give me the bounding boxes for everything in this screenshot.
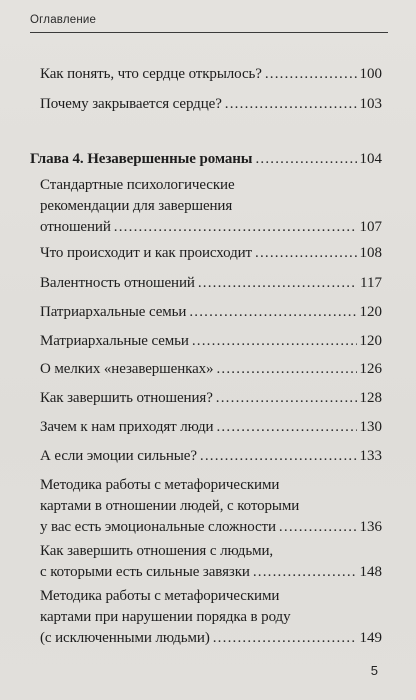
toc-entry-page: 136 [359,519,382,535]
toc-entry-row [40,517,382,538]
toc-entry [0,388,416,409]
toc-leader-dots [216,388,357,409]
toc-entry-page: 103 [359,96,382,112]
toc-entry [0,243,416,264]
toc-entry [0,64,416,85]
toc-entry [0,541,416,583]
toc-chapter-entry [0,149,416,170]
toc-entry-title: Патриархальные семьи [40,304,187,320]
toc-entry-title: отношений [40,219,111,235]
toc-entry-row [40,302,382,323]
toc-entry-title: Матриархальные семьи [40,333,189,349]
toc-entry [0,94,416,115]
toc-leader-dots [216,359,356,380]
toc-entry-row [40,331,382,352]
toc-entry-row [40,388,382,409]
toc-leader-dots [200,446,357,467]
toc-leader-dots [253,562,357,583]
toc-entry-title: Как завершить отношения? [40,390,213,406]
running-header: Оглавление [30,14,97,26]
toc-entry-title: Валентность отношений [40,275,195,291]
toc-entry-page: 120 [359,304,382,320]
toc-leader-dots [216,417,356,438]
toc-entry-page: 148 [359,564,382,580]
toc-entry-line: Стандартные психологические [40,177,235,193]
toc-entry-title: у вас есть эмоциональные сложности [40,519,276,535]
toc-entry-line: картами при нарушении порядка в роду [40,609,291,625]
toc-entry-row [40,562,382,583]
toc-entry-row [40,217,382,238]
toc-entry-title: с которыми есть сильные завязки [40,564,250,580]
toc-entry-page: 100 [359,66,382,82]
toc-entry-page: 107 [359,219,382,235]
toc-leader-dots [114,217,357,238]
toc-leader-dots [255,149,356,170]
toc-entry-title: Зачем к нам приходят люди [40,419,214,435]
toc-chapter-title: Глава 4. Незавершенные романы [30,151,253,167]
toc-entry-page: 117 [360,275,382,291]
toc-entry-line: Методика работы с метафорическими [40,477,280,493]
toc-entry [0,417,416,438]
toc-entry-row [40,243,382,264]
toc-entry-line: Методика работы с метафорическими [40,588,280,604]
page-number: 5 [370,663,378,678]
toc-leader-dots [189,302,356,323]
toc-entry-title: Как понять, что сердце открылось? [40,66,262,82]
toc-leader-dots [265,64,357,85]
toc-entry-row [40,628,382,649]
toc-entry [0,273,416,294]
toc-leader-dots [213,628,357,649]
toc-entry [0,586,416,649]
toc-entry-page: 108 [359,245,382,261]
toc-entry [0,475,416,538]
toc-entry-line: рекомендации для завершения [40,198,233,214]
toc-entry [0,331,416,352]
toc-leader-dots [255,243,357,264]
toc-entry-page: 126 [359,361,382,377]
toc-entry-title: О мелких «незавершенках» [40,361,214,377]
toc-entry-title: Что происходит и как происходит [40,245,252,261]
toc-entry [0,302,416,323]
toc-entry-row [40,94,382,115]
toc-entry [0,446,416,467]
toc-entry-row [40,359,382,380]
toc-entry-row [40,64,382,85]
toc-entry-row [40,446,382,467]
toc-leader-dots [192,331,357,352]
toc-entry [0,175,416,238]
toc-entry-page: 128 [359,390,382,406]
toc-entry-title: А если эмоции сильные? [40,448,197,464]
toc-leader-dots [279,517,357,538]
toc-entry-page: 133 [359,448,382,464]
toc-entry [0,359,416,380]
toc-entry-page: 104 [359,151,382,167]
toc-entry-page: 149 [359,630,382,646]
toc-leader-dots [198,273,357,294]
toc-entry-line: Как завершить отношения с людьми, [40,543,274,559]
toc-entry-page: 130 [359,419,382,435]
toc-entry-title: (с исключенными людьми) [40,630,210,646]
toc-entry-title: Почему закрывается сердце? [40,96,222,112]
toc-entry-line: картами в отношении людей, с которыми [40,498,300,514]
header-rule [30,32,388,33]
toc-entry-page: 120 [359,333,382,349]
toc-leader-dots [225,94,357,115]
toc-entry-row [40,417,382,438]
toc-entry-row [30,149,382,170]
toc-entry-row [40,273,382,294]
